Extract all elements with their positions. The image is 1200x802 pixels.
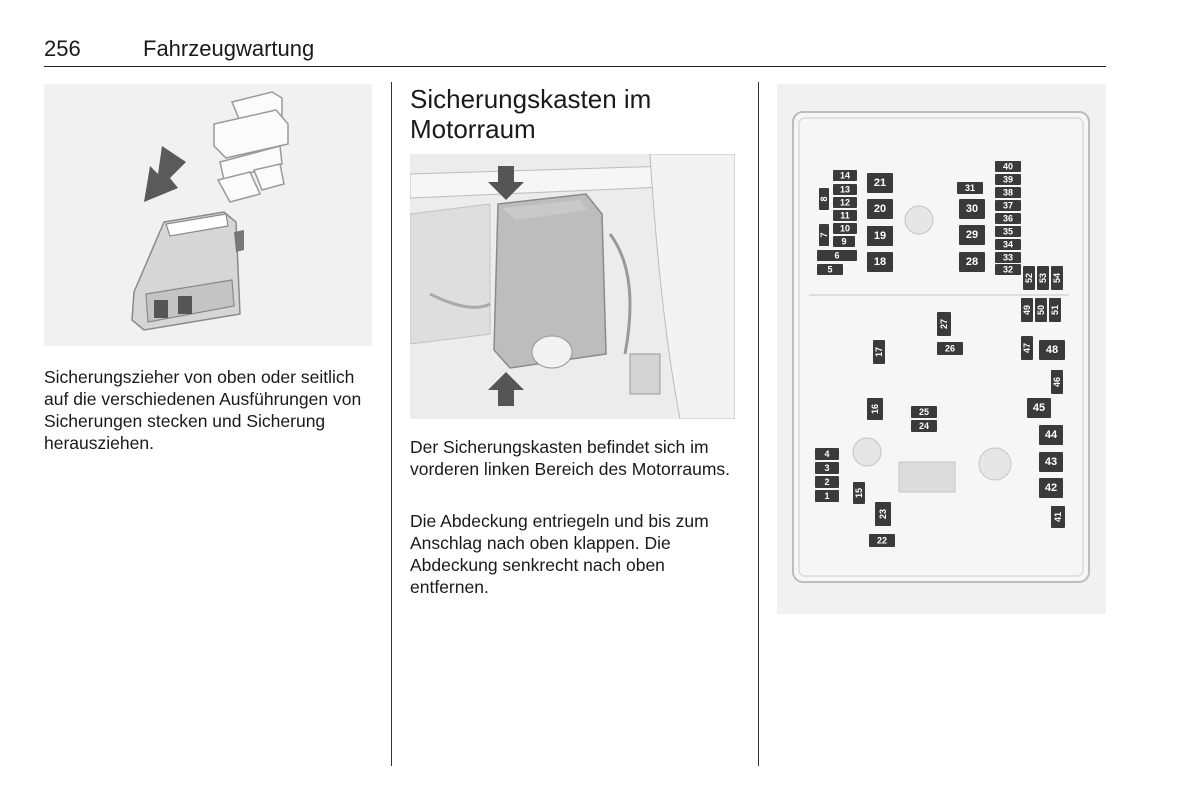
fuse-36 <box>995 213 1021 224</box>
fuse-12 <box>833 197 857 208</box>
fuse-30 <box>959 199 985 219</box>
fuse-45 <box>1027 398 1051 418</box>
fuse-label: 47 <box>1022 342 1032 354</box>
fuse-label: 44 <box>1044 429 1058 441</box>
fuse-37 <box>995 200 1021 211</box>
fuse-label: 3 <box>824 463 830 473</box>
fuse-9 <box>833 236 855 247</box>
fuse-label: 23 <box>878 508 888 520</box>
fuse-label: 16 <box>870 403 880 415</box>
fuse-34 <box>995 239 1021 250</box>
column-divider-left <box>391 82 392 766</box>
fuse-label: 40 <box>1002 161 1014 172</box>
fuse-31 <box>957 182 983 194</box>
fuse-label: 26 <box>944 343 956 354</box>
fuse-puller-illustration <box>44 84 372 346</box>
fuse-puller-icon <box>132 212 244 330</box>
fuse-label: 49 <box>1022 304 1032 316</box>
fuse-51 <box>1049 298 1061 322</box>
page-number: 256 <box>44 36 81 61</box>
fuse-43 <box>1039 452 1063 472</box>
fuse-label: 33 <box>1002 252 1014 263</box>
fuse-label: 54 <box>1052 272 1062 284</box>
fusebox-diagram <box>777 84 1106 614</box>
fuse-52 <box>1023 266 1035 290</box>
fuse-label: 4 <box>824 449 830 459</box>
section-title: Fahrzeugwartung <box>143 36 315 61</box>
fuse-label: 13 <box>839 184 851 195</box>
fuse-25 <box>911 406 937 418</box>
fuse-14 <box>833 170 857 181</box>
paragraph-cover-removal: Die Abdeckung entriegeln und bis zum Anschlag nach oben klappen. Die Abdeckung senkrecht nach oben entfernen. <box>410 511 709 597</box>
fuse-11 <box>833 210 857 221</box>
fuse-label: 17 <box>874 346 884 358</box>
fuse-label: 34 <box>1002 239 1014 250</box>
fuse-41 <box>1051 506 1065 528</box>
fuse-label: 31 <box>964 183 976 193</box>
fuse-puller-drawing <box>44 84 372 346</box>
fuse-42 <box>1039 478 1063 498</box>
fuse-27 <box>937 312 951 336</box>
fuse-5 <box>817 264 843 275</box>
fuse-label: 2 <box>824 477 830 487</box>
fuse-48 <box>1039 340 1065 360</box>
fuse-38 <box>995 187 1021 198</box>
fuse-16 <box>867 398 883 420</box>
fuse-46 <box>1051 370 1063 394</box>
fuse-50 <box>1035 298 1047 322</box>
fuse-label: 35 <box>1002 226 1014 237</box>
fuse-2 <box>815 476 839 488</box>
fuse-label: 21 <box>873 177 887 189</box>
fuse-40 <box>995 161 1021 172</box>
arrow-icon <box>144 146 186 202</box>
fuse-label: 30 <box>965 203 979 215</box>
fuse-label: 15 <box>854 487 864 499</box>
engine-compartment-drawing <box>410 154 735 419</box>
fuse-label: 45 <box>1032 402 1046 414</box>
engine-compartment-photo <box>410 154 735 419</box>
fuse-8 <box>819 188 829 210</box>
fuse-label: 19 <box>873 230 887 242</box>
fusebox-layout <box>777 84 1106 614</box>
fuse-4 <box>815 448 839 460</box>
fuse-3 <box>815 462 839 474</box>
fuse-label: 53 <box>1038 272 1048 284</box>
fuse-1 <box>815 490 839 502</box>
fuse-49 <box>1021 298 1033 322</box>
fuse-26 <box>937 342 963 355</box>
fuse-label: 7 <box>819 232 829 238</box>
fuse-24 <box>911 420 937 432</box>
fuse-label: 10 <box>839 223 851 234</box>
fuse-label: 51 <box>1050 304 1060 316</box>
fuse-label: 50 <box>1036 304 1046 316</box>
fuse-54 <box>1051 266 1063 290</box>
fuse-icon <box>214 92 288 202</box>
fuse-label: 48 <box>1045 344 1059 356</box>
column-divider-right <box>758 82 759 766</box>
fuse-label: 46 <box>1052 376 1062 388</box>
fuse-label: 27 <box>939 318 949 330</box>
fuse-47 <box>1021 336 1033 360</box>
fuse-label: 5 <box>827 264 833 275</box>
fuse-label: 42 <box>1044 482 1058 494</box>
fuse-label: 1 <box>824 491 830 501</box>
fuse-label: 9 <box>841 236 847 247</box>
fuse-label: 18 <box>873 256 887 268</box>
fuse-label: 43 <box>1044 456 1058 468</box>
fuse-label: 32 <box>1002 264 1014 275</box>
fuse-label: 22 <box>876 535 888 546</box>
fuse-label: 11 <box>840 210 850 221</box>
fuse-label: 25 <box>918 407 930 417</box>
fuse-label: 38 <box>1002 187 1014 198</box>
section-heading: Sicherungskasten im Motorraum <box>410 84 652 144</box>
fuse-label: 41 <box>1053 511 1063 523</box>
fuse-label: 39 <box>1002 174 1014 185</box>
fuse-17 <box>873 340 885 364</box>
fuse-13 <box>833 184 857 195</box>
fuse-39 <box>995 174 1021 185</box>
fuse-21 <box>867 173 893 193</box>
fuse-32 <box>995 264 1021 275</box>
fuse-28 <box>959 252 985 272</box>
fuse-7 <box>819 224 829 246</box>
fuse-label: 6 <box>834 250 840 261</box>
fuse-label: 24 <box>918 421 930 431</box>
paragraph-location: Der Sicherungskasten befindet sich im vorderen linken Bereich des Motorraums. <box>410 437 731 479</box>
fuse-label: 37 <box>1002 200 1014 211</box>
page-header <box>44 36 1106 67</box>
fuse-label: 29 <box>965 229 979 241</box>
fuse-18 <box>867 252 893 272</box>
fuse-19 <box>867 226 893 246</box>
fuse-20 <box>867 199 893 219</box>
fuse-label: 14 <box>839 170 851 181</box>
fuse-10 <box>833 223 857 234</box>
fuse-label: 28 <box>965 256 979 268</box>
fuse-33 <box>995 252 1021 263</box>
fuse-6 <box>817 250 857 261</box>
fuse-44 <box>1039 425 1063 445</box>
fuse-29 <box>959 225 985 245</box>
fuse-53 <box>1037 266 1049 290</box>
fuse-35 <box>995 226 1021 237</box>
fuse-label: 52 <box>1024 272 1034 284</box>
fuse-22 <box>869 534 895 547</box>
fuse-label: 36 <box>1002 213 1014 224</box>
fuse-15 <box>853 482 865 504</box>
fuse-23 <box>875 502 891 526</box>
fuse-label: 8 <box>819 196 829 202</box>
fuse-puller-caption: Sicherungszieher von oben oder seitlich auf die verschiedenen Ausführungen von Sicherungen stecken und Sicherung herausziehen. <box>44 367 362 453</box>
fuse-label: 20 <box>873 203 887 215</box>
fuse-label: 12 <box>839 197 851 208</box>
